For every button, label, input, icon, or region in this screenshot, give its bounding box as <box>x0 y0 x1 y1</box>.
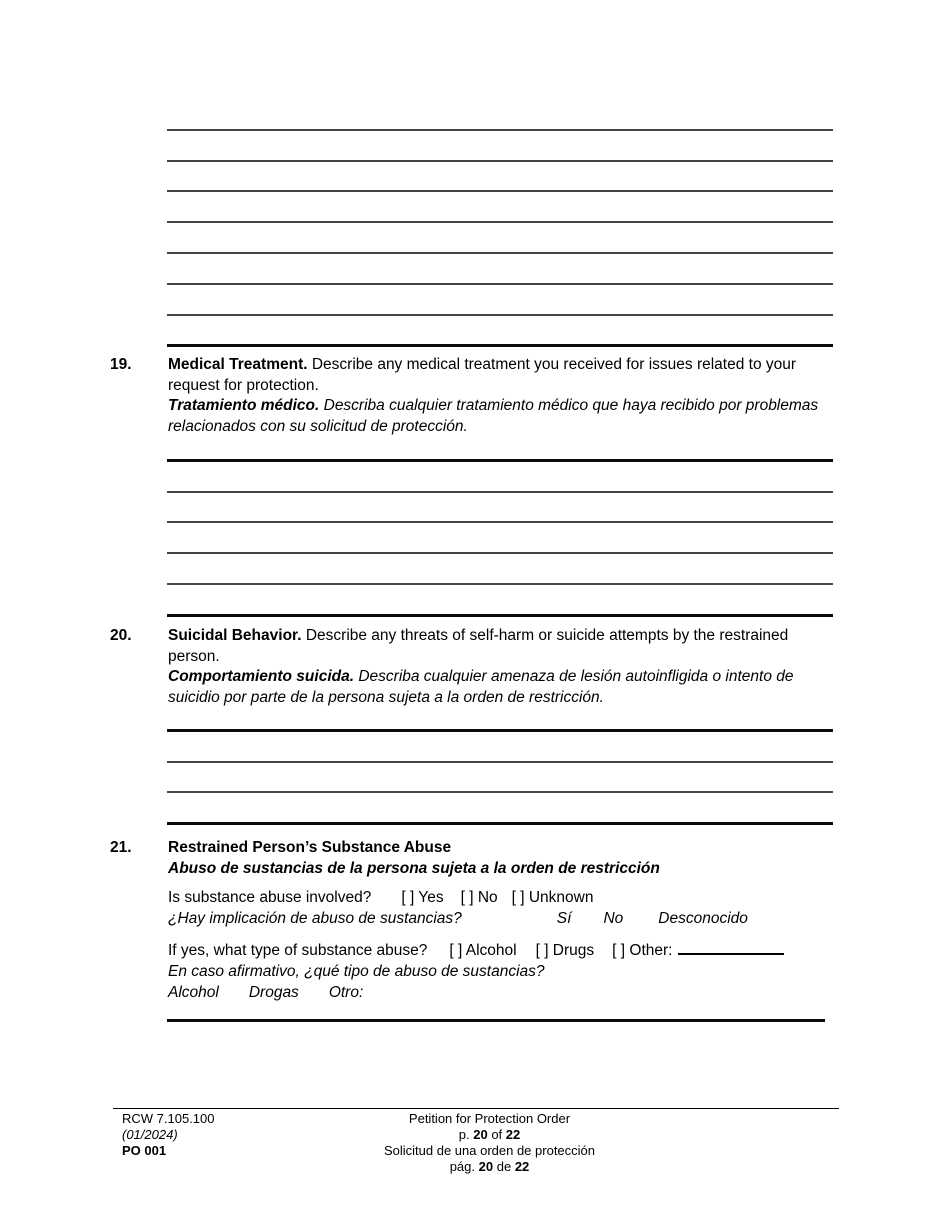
item-20-suicidal-behavior <box>110 626 836 708</box>
writing-line[interactable] <box>167 316 833 348</box>
writing-line[interactable] <box>167 732 833 763</box>
question-substance-involved-es: ¿Hay implicación de abuso de sustancias? <box>168 909 462 927</box>
item-21-text <box>168 838 836 1003</box>
footer-title-es: Solicitud de una orden de protección <box>383 1142 596 1158</box>
writing-line[interactable] <box>167 100 833 131</box>
writing-line[interactable] <box>167 223 833 254</box>
writing-line[interactable] <box>167 192 833 223</box>
answer-lines-continuation <box>167 100 833 347</box>
item-20-title-en: Suicidal Behavior. <box>168 627 302 644</box>
footer-divider <box>113 1108 839 1109</box>
checkbox-drugs[interactable]: [ ] Drugs <box>535 942 595 960</box>
writing-line[interactable] <box>167 285 833 316</box>
footer-page-number-es: pág. 20 de 22 <box>449 1158 530 1174</box>
checkbox-yes[interactable]: [ ] Yes <box>401 889 444 907</box>
writing-line[interactable] <box>167 493 833 524</box>
writing-line[interactable] <box>167 162 833 193</box>
item-20-desc-es: Describa cualquier amenaza de lesión autoinfligida o intento de suicidio por parte de la persona sujeta a la orden de restricción. <box>168 668 794 706</box>
item-19-title-es: Tratamiento médico. <box>168 397 320 415</box>
question-substance-type-en: If yes, what type of substance abuse? <box>168 942 428 960</box>
writing-line[interactable] <box>167 990 825 1022</box>
item-number: 21. <box>110 839 132 856</box>
item-21-title-en: Restrained Person’s Substance Abuse <box>168 839 452 856</box>
footer-form-code: PO 001 <box>122 1142 167 1158</box>
checkbox-no[interactable]: [ ] No <box>460 889 498 907</box>
item-21-title-es: Abuso de sustancias de la persona sujeta a la orden de restricción <box>168 859 660 877</box>
writing-line[interactable] <box>167 430 833 462</box>
item-19-medical-treatment <box>110 355 836 437</box>
writing-line[interactable] <box>167 793 833 825</box>
answer-lines-item-19 <box>167 430 833 617</box>
checkbox-unknown[interactable]: [ ] Unknown <box>511 889 594 907</box>
label-alcohol-es: Alcohol <box>168 983 219 1001</box>
footer-revision-date: (01/2024) <box>122 1126 178 1142</box>
other-writein-line[interactable] <box>678 938 784 955</box>
writing-line[interactable] <box>167 462 833 493</box>
item-19-title-en: Medical Treatment. <box>168 356 308 373</box>
question-substance-involved <box>168 888 836 929</box>
label-si: Sí <box>556 909 572 927</box>
item-20-text <box>168 626 836 708</box>
writing-line[interactable] <box>167 763 833 794</box>
footer-page-info <box>0 1111 950 1175</box>
item-19-desc-en: Describe any medical treatment you received for issues related to your request for protection. <box>168 356 797 394</box>
item-number: 20. <box>110 627 132 644</box>
label-desconocido: Desconocido <box>658 909 748 927</box>
writing-line[interactable] <box>167 254 833 285</box>
item-21-substance-abuse <box>110 838 836 1003</box>
writing-line[interactable] <box>167 131 833 162</box>
label-no-es: No <box>603 909 624 927</box>
writing-line[interactable] <box>167 700 833 732</box>
item-19-desc-es: Describa cualquier tratamiento médico que haya recibido por problemas relacionados con su solicitud de protección. <box>168 397 819 435</box>
writing-line[interactable] <box>167 554 833 585</box>
item-19-text <box>168 355 836 437</box>
footer-title-en: Petition for Protection Order <box>408 1111 571 1126</box>
question-substance-type-es: En caso afirmativo, ¿qué tipo de abuso de sustancias? <box>168 962 545 980</box>
footer-rcw: RCW 7.105.100 <box>122 1111 215 1126</box>
label-otro: Otro: <box>328 983 364 1001</box>
question-substance-involved-en: Is substance abuse involved? <box>168 889 372 907</box>
label-drogas: Drogas <box>248 983 299 1001</box>
checkbox-alcohol[interactable]: [ ] Alcohol <box>449 942 517 960</box>
answer-lines-item-20 <box>167 700 833 825</box>
item-20-desc-en: Describe any threats of self-harm or suicide attempts by the restrained person. <box>168 627 789 665</box>
answer-lines-item-21 <box>167 990 825 1022</box>
writing-line[interactable] <box>167 523 833 554</box>
checkbox-other[interactable]: [ ] Other: <box>612 942 673 960</box>
footer-page-number-en: p. 20 of 22 <box>458 1126 521 1142</box>
item-20-title-es: Comportamiento suicida. <box>168 668 355 686</box>
writing-line[interactable] <box>167 585 833 617</box>
item-number: 19. <box>110 356 132 373</box>
